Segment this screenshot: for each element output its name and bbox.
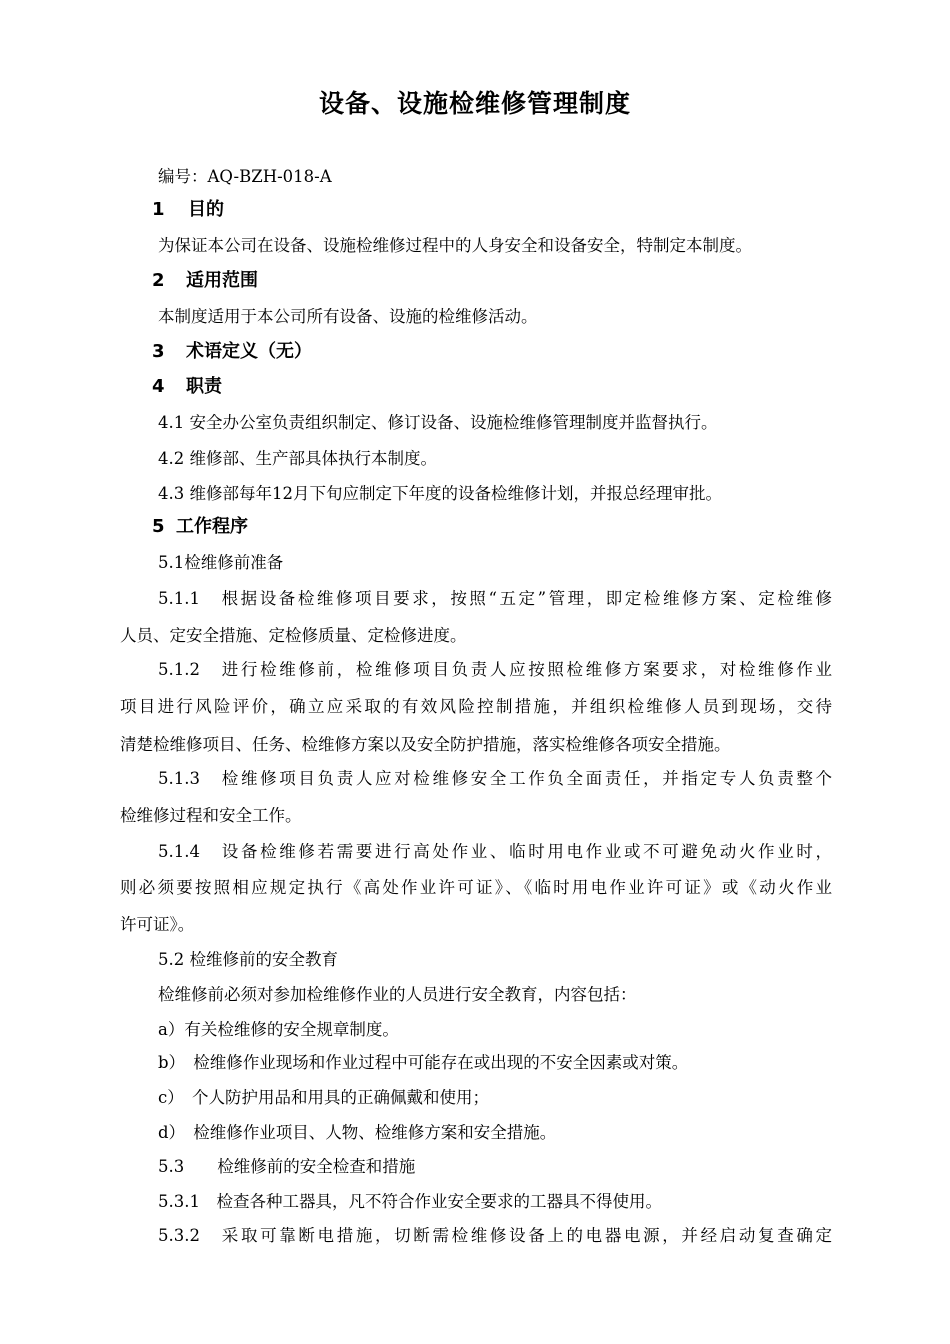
- section-5-heading: [152, 517, 248, 537]
- list-item: d） 检维修作业项目、人物、检维修方案和安全措施。: [158, 1123, 557, 1142]
- paragraph-line: 则必须要按照相应规定执行《高处作业许可证》、《临时用电作业许可证》或《动火作业: [120, 878, 832, 897]
- section-number: 5: [152, 516, 165, 537]
- section-2-heading: [152, 271, 258, 291]
- section-title: 适用范围: [186, 270, 258, 291]
- section-2-paragraph: 本制度适用于本公司所有设备、设施的检维修活动。: [158, 307, 538, 326]
- list-item: 4.2 维修部、生产部具体执行本制度。: [158, 449, 437, 468]
- section-title: 术语定义（无）: [186, 341, 312, 362]
- document-code: 编号：AQ-BZH-018-A: [158, 167, 332, 186]
- section-number: 1: [152, 199, 165, 220]
- subsection-heading: 5.3 检维修前的安全检查和措施: [158, 1157, 416, 1176]
- section-1-heading: [152, 200, 224, 220]
- subsection-heading: 5.2 检维修前的安全教育: [158, 950, 338, 969]
- subsection-heading: 5.1检维修前准备: [158, 553, 284, 572]
- list-item: 4.3 维修部每年12月下旬应制定下年度的设备检维修计划，并报总经理审批。: [158, 484, 722, 503]
- paragraph-line: 清楚检维修项目、任务、检维修方案以及安全防护措施，落实检维修各项安全措施。: [120, 735, 731, 754]
- document-title: 设备、设施检维修管理制度: [318, 89, 631, 118]
- paragraph-line: 检维修过程和安全工作。: [120, 806, 302, 825]
- paragraph: 5.3.1 检查各种工器具，凡不符合作业安全要求的工器具不得使用。: [158, 1192, 662, 1211]
- section-3-heading: [152, 342, 312, 362]
- section-4-heading: [152, 377, 222, 397]
- list-item: 4.1 安全办公室负责组织制定、修订设备、设施检维修管理制度并监督执行。: [158, 413, 718, 432]
- paragraph-line: 5.1.2 进行检维修前，检维修项目负责人应按照检维修方案要求，对检维修作业: [158, 660, 832, 679]
- section-title: 职责: [186, 376, 222, 397]
- list-item: b） 检维修作业现场和作业过程中可能存在或出现的不安全因素或对策。: [158, 1053, 689, 1072]
- section-number: 2: [152, 270, 165, 291]
- paragraph-line: 许可证》。: [120, 915, 195, 934]
- paragraph-line: 5.1.1 根据设备检维修项目要求，按照“五定”管理，即定检维修方案、定检维修: [158, 589, 832, 608]
- paragraph-line: 5.1.3 检维修项目负责人应对检维修安全工作负全面责任，并指定专人负责整个: [158, 769, 832, 788]
- section-number: 3: [152, 341, 165, 362]
- section-number: 4: [152, 376, 165, 397]
- list-item: a）有关检维修的安全规章制度。: [158, 1020, 399, 1039]
- list-item: c） 个人防护用品和用具的正确佩戴和使用；: [158, 1088, 489, 1107]
- section-title: 目的: [188, 199, 224, 220]
- section-1-paragraph: 为保证本公司在设备、设施检维修过程中的人身安全和设备安全，特制定本制度。: [158, 236, 752, 255]
- paragraph-line: 5.3.2 采取可靠断电措施，切断需检维修设备上的电器电源，并经启动复查确定: [158, 1226, 832, 1245]
- paragraph-line: 人员、定安全措施、定检修质量、定检修进度。: [120, 626, 467, 645]
- paragraph-line: 项目进行风险评价，确立应采取的有效风险控制措施，并组织检维修人员到现场，交待: [120, 697, 832, 716]
- section-title: 工作程序: [176, 516, 248, 537]
- paragraph-line: 5.1.4 设备检维修若需要进行高处作业、临时用电作业或不可避免动火作业时，: [158, 842, 832, 861]
- paragraph: 检维修前必须对参加检维修作业的人员进行安全教育，内容包括：: [158, 985, 637, 1004]
